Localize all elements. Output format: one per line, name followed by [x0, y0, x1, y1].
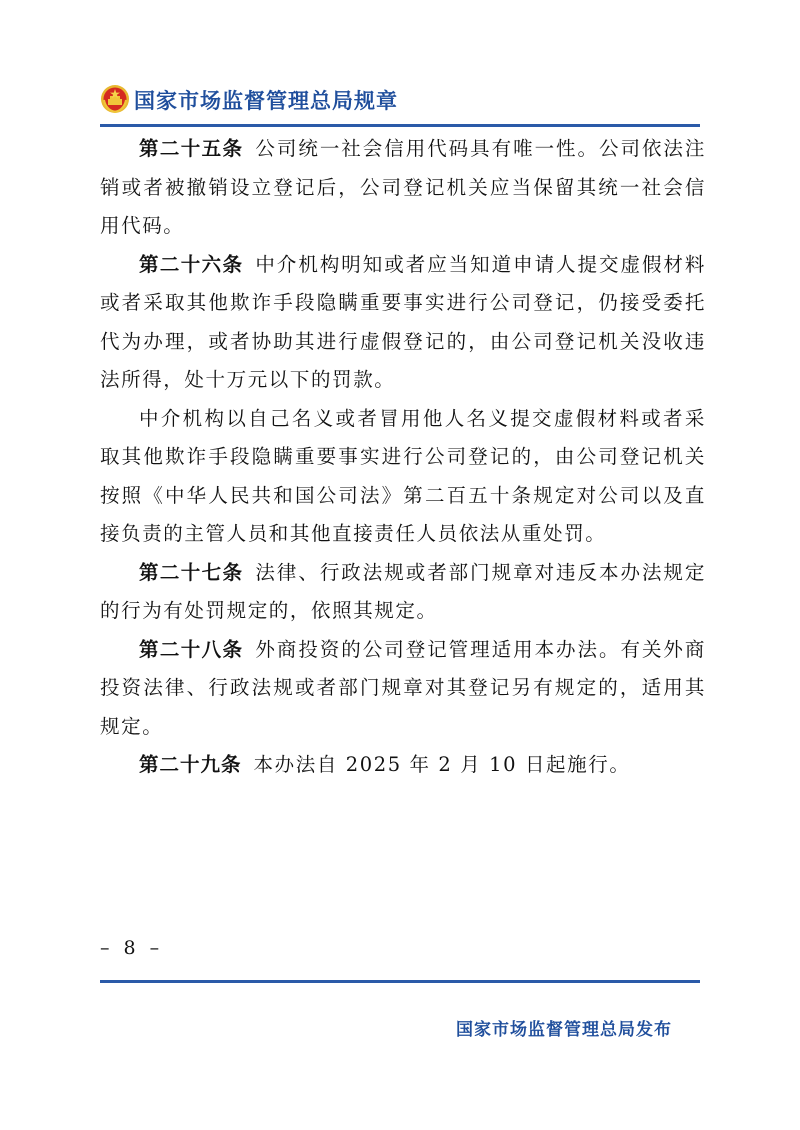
article-heading: 第二十七条: [139, 560, 244, 584]
article-text: 法律、行政法规或者部门规章对违反本办法规定的行为有处罚规定的，依照其规定。: [100, 560, 706, 622]
article-27: [100, 554, 706, 631]
header-divider: [100, 124, 700, 127]
footer-publisher: 国家市场监督管理总局发布: [456, 1020, 672, 1040]
article-29: [100, 746, 706, 785]
article-text: 中介机构明知或者应当知道申请人提交虚假材料或者采取其他欺诈手段隐瞒重要事实进行公司登记，仍接受委托代为办理，或者协助其进行虚假登记的，由公司登记机关没收违法所得，处十万元以下的罚款。: [100, 252, 706, 391]
header-title: 国家市场监督管理总局规章: [134, 89, 398, 113]
national-emblem-icon: [100, 84, 130, 114]
article-text: 公司统一社会信用代码具有唯一性。公司依法注销或者被撤销设立登记后，公司登记机关应当保留其统一社会信用代码。: [100, 137, 706, 237]
article-heading: 第二十五条: [139, 137, 244, 160]
article-heading: 第二十八条: [139, 637, 244, 661]
page-number: – 8 –: [100, 937, 164, 959]
footer-divider: [100, 980, 700, 983]
article-text: 外商投资的公司登记管理适用本办法。有关外商投资法律、行政法规或者部门规章对其登记另有规定的，适用其规定。: [100, 637, 706, 738]
article-heading: 第二十六条: [139, 252, 244, 276]
article-heading: 第二十九条: [139, 753, 242, 776]
page-header: [100, 82, 700, 126]
article-26-paragraph-2: 中介机构以自己名义或者冒用他人名义提交虚假材料或者采取其他欺诈手段隐瞒重要事实进行公司登记的，由公司登记机关按照《中华人民共和国公司法》第二百五十条规定对公司以及直接负责的主管人员和其他直接责任人员依法从重处罚。: [100, 406, 706, 545]
article-text: 本办法自 2025 年 2 月 10 日起施行。: [253, 753, 631, 776]
article-28: [100, 631, 706, 747]
regulation-body: [100, 130, 706, 785]
article-26: [100, 246, 706, 400]
article-25: [100, 130, 706, 246]
